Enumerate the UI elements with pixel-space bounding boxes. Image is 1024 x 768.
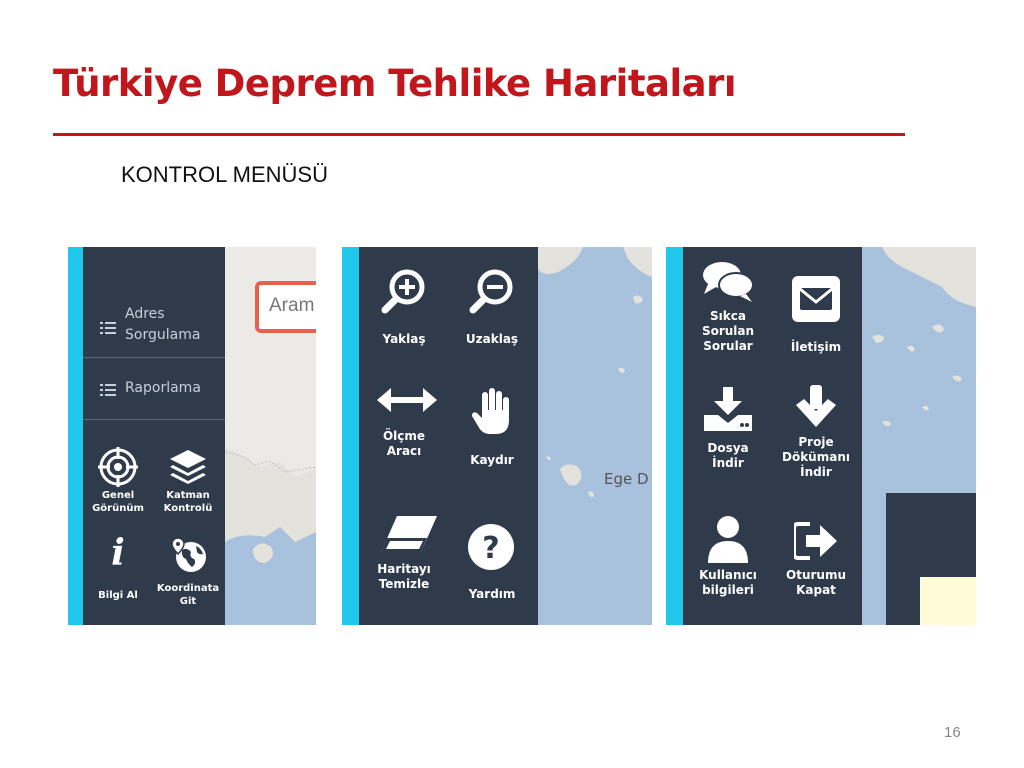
button-label xyxy=(778,435,854,480)
download-tray-icon xyxy=(704,387,752,431)
button-label: Yaklaş xyxy=(382,332,426,346)
search-box[interactable] xyxy=(255,281,316,333)
menu-item-label: Raporlama xyxy=(125,380,201,396)
map-land-shapes xyxy=(862,247,976,625)
user-icon xyxy=(708,515,748,563)
list-icon xyxy=(100,322,116,334)
button-label xyxy=(778,568,854,598)
label-line1: Genel xyxy=(101,490,135,501)
button-label: Yardım xyxy=(468,587,516,601)
map-area[interactable] xyxy=(538,247,652,625)
label-line3: İndir xyxy=(800,465,832,479)
button-label: Bilgi Al xyxy=(98,590,138,601)
button-label xyxy=(156,583,220,608)
screenshot-panel-tools xyxy=(342,247,652,625)
target-icon xyxy=(98,447,138,487)
label-line1: Katman xyxy=(166,490,210,501)
menu-item-label xyxy=(125,304,200,346)
label-line2: bilgileri xyxy=(702,583,754,597)
hand-icon xyxy=(472,386,512,436)
menu-divider xyxy=(83,419,225,420)
label-line2: Kapat xyxy=(796,583,836,597)
info-icon: i xyxy=(111,532,125,574)
label-line1: Dosya xyxy=(707,441,749,455)
svg-text:?: ? xyxy=(482,531,500,566)
label-line2: Kontrolü xyxy=(163,502,213,514)
eraser-icon xyxy=(377,512,441,556)
chat-bubbles-icon xyxy=(702,260,754,304)
label-line2: Temizle xyxy=(378,577,430,591)
button-label xyxy=(156,490,220,515)
label-line1: Koordinata xyxy=(156,583,220,594)
button-label xyxy=(86,490,150,515)
layers-icon xyxy=(168,448,208,486)
button-label xyxy=(366,562,442,592)
label-line1: Haritayı xyxy=(377,562,431,576)
list-icon xyxy=(100,384,116,396)
map-area[interactable] xyxy=(225,247,316,625)
label-line2: Görünüm xyxy=(92,502,144,514)
menu-divider xyxy=(83,357,225,358)
map-sea-label: Ege D xyxy=(604,470,649,488)
menu-item-label-line1: Adres xyxy=(125,306,165,322)
globe-pin-icon xyxy=(170,536,208,574)
button-label xyxy=(366,429,442,459)
title-underline xyxy=(53,133,905,136)
page-title: Türkiye Deprem Tehlike Haritaları xyxy=(53,62,737,105)
label-line1: Kullanıcı xyxy=(699,568,757,582)
section-subtitle: KONTROL MENÜSÜ xyxy=(121,162,328,187)
label-line2: İndir xyxy=(712,456,744,470)
menu-item-label-line2: Sorgulama xyxy=(125,327,201,343)
label-line3: Sorular xyxy=(703,339,753,353)
button-label: Uzaklaş xyxy=(465,332,519,346)
button-label: Kaydır xyxy=(470,453,514,467)
map-area[interactable] xyxy=(862,247,976,625)
sign-out-icon xyxy=(794,522,838,560)
label-line1: Ölçme xyxy=(382,429,426,443)
help-icon xyxy=(468,524,514,570)
envelope-icon xyxy=(792,276,840,322)
accent-bar xyxy=(68,247,83,625)
zoom-in-icon xyxy=(381,268,427,314)
arrow-down-icon xyxy=(794,385,838,429)
label-line2: Aracı xyxy=(386,444,422,458)
button-label xyxy=(690,441,766,471)
accent-bar xyxy=(666,247,683,625)
button-label: İletişim xyxy=(790,340,842,354)
measure-arrows-icon xyxy=(377,387,437,413)
screenshot-panel-general xyxy=(68,247,316,625)
button-label xyxy=(690,309,766,354)
label-line2: Sorulan xyxy=(701,324,755,338)
screenshot-panel-help xyxy=(666,247,976,625)
page-number: 16 xyxy=(944,724,961,741)
accent-bar xyxy=(342,247,359,625)
label-line1: Sıkca xyxy=(710,309,746,323)
map-land-shapes xyxy=(538,247,652,625)
label-line1: Proje xyxy=(798,435,834,449)
search-placeholder: Aram xyxy=(269,295,315,316)
label-line2: Dökümanı xyxy=(782,450,850,464)
button-label xyxy=(690,568,766,598)
zoom-out-icon xyxy=(469,268,515,314)
label-line1: Oturumu xyxy=(786,568,846,582)
label-line2: Git xyxy=(179,595,197,607)
